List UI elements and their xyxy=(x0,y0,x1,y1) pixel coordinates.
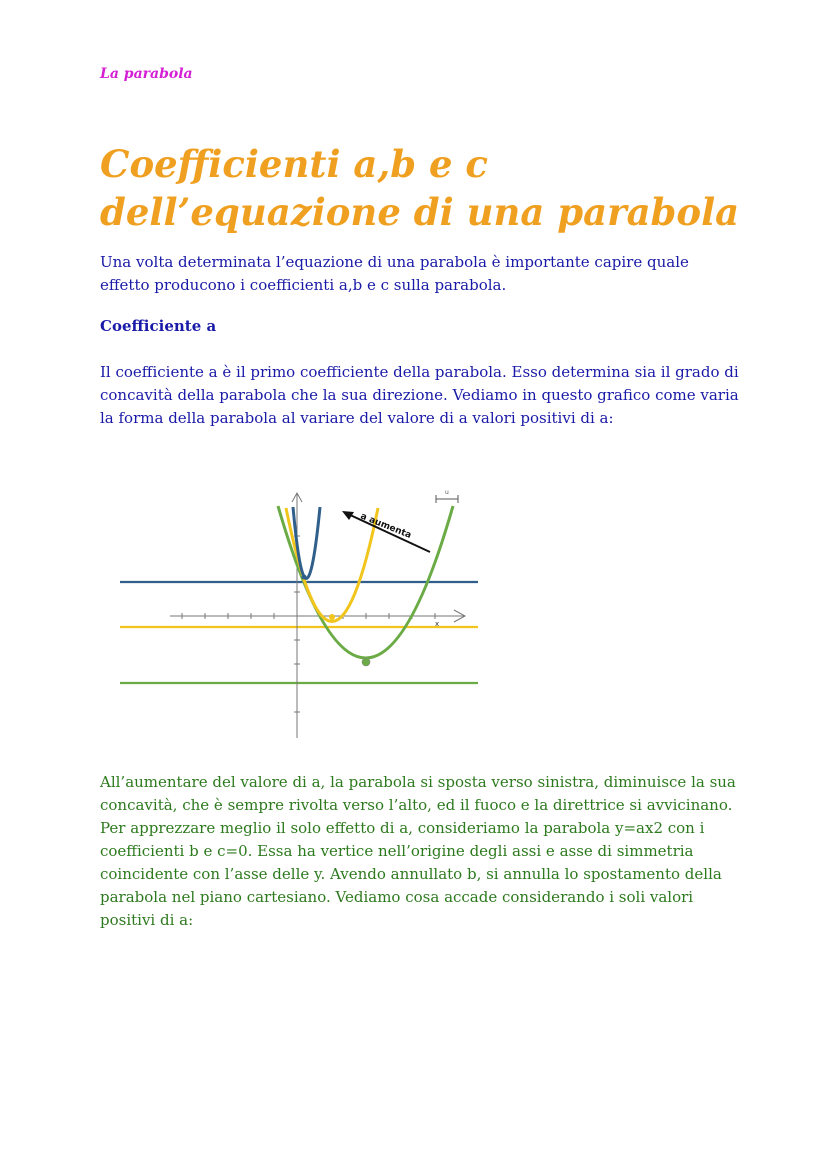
arrow-label: a aumenta xyxy=(358,511,413,541)
paragraph-coefficient-a: Il coefficiente a è il primo coefficiente della parabola. Esso determina sia il grado di concavità della parabola che la sua direzione. Vediamo in questo grafico come varia la forma della parabola al variare del valore di a valori positivi di a: xyxy=(100,363,739,427)
parabola-figure xyxy=(110,480,490,750)
intro-paragraph: Una volta determinata l’equazione di una parabola è importante capire quale effetto producono i coefficienti a,b e c sulla parabola. xyxy=(100,253,689,294)
focus-blue xyxy=(302,575,307,580)
header-label: La parabola xyxy=(100,66,193,82)
unit-label: u xyxy=(445,489,449,496)
focus-yellow xyxy=(329,614,335,620)
parabola-graph xyxy=(110,480,490,750)
paragraph-effect-of-a: All’aumentare del valore di a, la parabola si sposta verso sinistra, diminuisce la sua concavità, che è sempre rivolta verso l’alto, ed il fuoco e la direttrice si avvicinano. Per apprezzare meglio il solo effetto di a, consideriamo la parabola y=ax2 con i coefficienti b e c=0. Essa ha vertice nell’origine degli assi e asse di simmetria coincidente con l’asse delle y. Avendo annullato b, si annulla lo spostamento della parabola nel piano cartesiano. Vediamo cosa accade considerando i soli valori positivi di a: xyxy=(100,773,736,929)
page-title: Coefficienti a,b e c dell’equazione di una parabola xyxy=(100,142,740,234)
focus-green xyxy=(362,658,370,666)
section-heading: Coefficiente a xyxy=(100,317,217,335)
x-axis-label: x xyxy=(435,620,440,628)
